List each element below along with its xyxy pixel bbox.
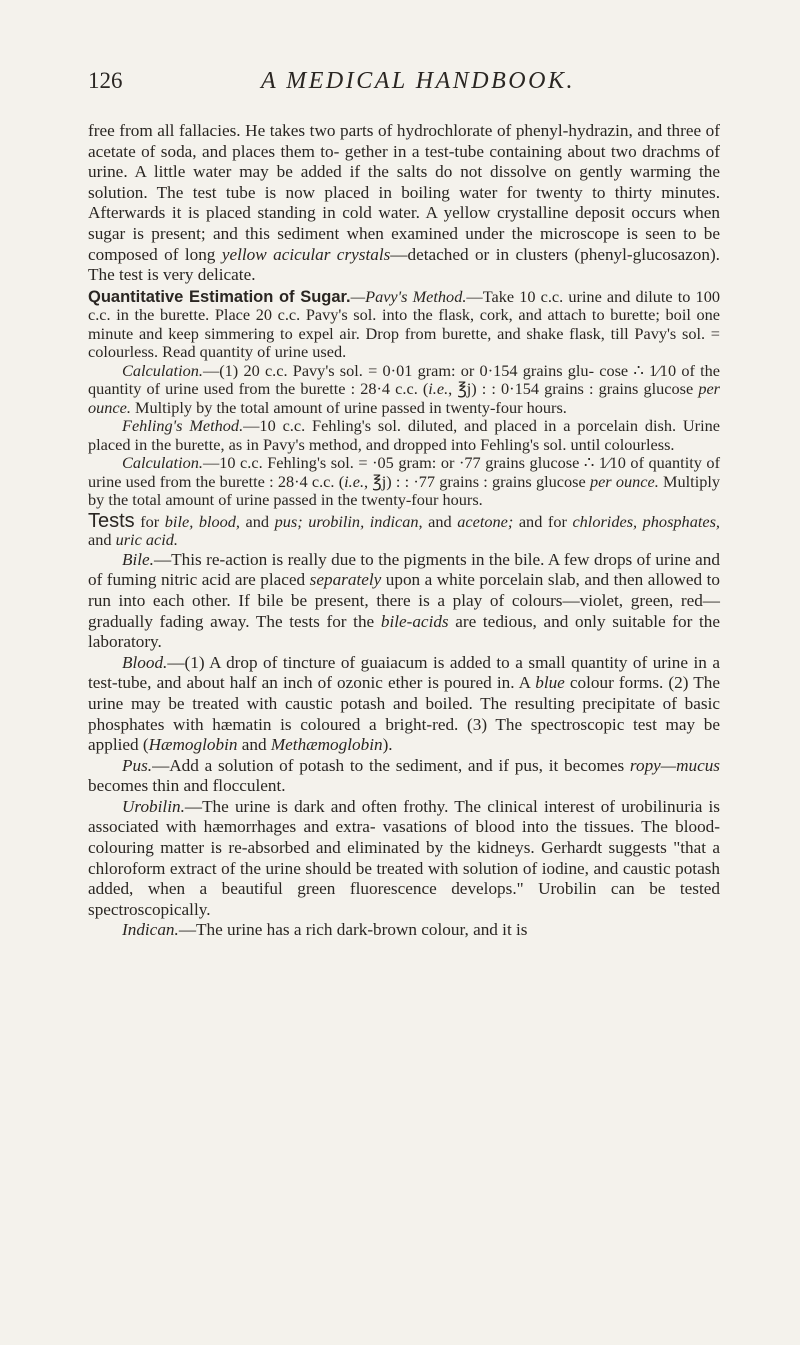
paragraph-pus: Pus.—Add a solution of potash to the sediment, and if pus, it becomes ropy—mucus becomes thin and flocculent. [88,755,720,796]
running-title: A MEDICAL HANDBOOK. [261,68,575,94]
page-header [88,68,718,104]
paragraph-bile: Bile.—This re-action is really due to the pigments in the bile. A few drops of urine and of fuming nitric acid are placed separately upon a white porcelain slab, and then allowed to run into each other. If bile be present, there is a play of colours—violet, green, red—gradually fading away. The tests for the bile-acids are tedious, and only suitable for the laboratory. [88,549,720,652]
section-quantitative-estimation: Quantitative Estimation of Sugar.—Pavy's Method.—Take 10 c.c. urine and dilute to 100 c.c. in the burette. Place 20 c.c. Pavy's sol. into the flask, cork, and attach to burette; boil one minute and keep simmering to expel air. Drop from burette, and shake flask, till Pavy's sol. = colourless. Read quantity of urine used. [88,286,720,362]
paragraph-calculation-pavy: Calculation.—(1) 20 c.c. Pavy's sol. = 0·01 gram: or 0·154 grains glu- cose ∴ 1⁄10 of the quantity of urine used from the burette : 28·4 c.c. (i.e., ℥j) : : 0·154 grains : grains glucose per ounce. Multiply by the total amount of urine passed in twenty-four hours. [88,360,721,417]
paragraph-urobilin: Urobilin.—The urine is dark and often frothy. The clinical interest of urobilinuria is associated with hæmorrhages and extra- vasations of blood into the tissues. The blood-colouring matter is re-absorbed and eliminated by the kidneys. Gerhardt suggests "that a chloroform extract of the urine should be treated with solution of iodine, and caustic potash added, when a beautiful green fluorescence develops." Urobilin can be tested spectroscopically. [88,796,720,919]
paragraph-fehling-method: Fehling's Method.—10 c.c. Fehling's sol. diluted, and placed in a porcelain dish. Urine placed in the burette, as in Pavy's method, and dropped into Fehling's sol. until colourless. [88,416,720,454]
paragraph-sugar-test: free from all fallacies. He takes two parts of hydrochlorate of phenyl-hydrazin, and three of acetate of soda, and places them to- gether in a test-tube containing about two drachms of urine. A little water may be added if the salts do not dissolve on gently warming the solution. The test tube is now placed in boiling water for twenty to thirty minutes. Afterwards it is placed standing in cold water. A yellow crystalline deposit occurs when sugar is present; and this sediment when examined under the microscope is seen to be composed of long yellow acicular crystals—detached or in clusters (phenyl-glucosazon). The test is very delicate. [88,121,720,285]
section-tests: Tests for bile, blood, and pus; urobilin, indican, and acetone; and for chlorides, phosphates, and uric acid. [88,509,720,550]
body-text [88,121,720,941]
paragraph-calculation-fehling: Calculation.—10 c.c. Fehling's sol. = ·05 gram: or ·77 grains glucose ∴ 1⁄10 of quantity of urine used from the burette : 28·4 c.c. (i.e., ℥j) : : ·77 grains : grains glucose per ounce. Multiply by the total amount of urine passed in the twenty-four hours. [88,453,721,510]
paragraph-blood: Blood.—(1) A drop of tincture of guaiacum is added to a small quantity of urine in a test-tube, and about half an inch of ozonic ether is poured in. A blue colour forms. (2) The urine may be treated with caustic potash and boiled. The resulting precipitate of basic phosphates with hæmatin is coloured a bright-red. (3) The spectroscopic test may be applied (Hæmoglobin and Methæmoglobin). [88,652,720,755]
paragraph-indican: Indican.—The urine has a rich dark-brown colour, and it is [122,920,528,940]
page-number: 126 [88,68,123,93]
heading-tests: Tests [88,509,135,532]
heading-quantitative-estimation: Quantitative Estimation of Sugar. [88,287,351,306]
